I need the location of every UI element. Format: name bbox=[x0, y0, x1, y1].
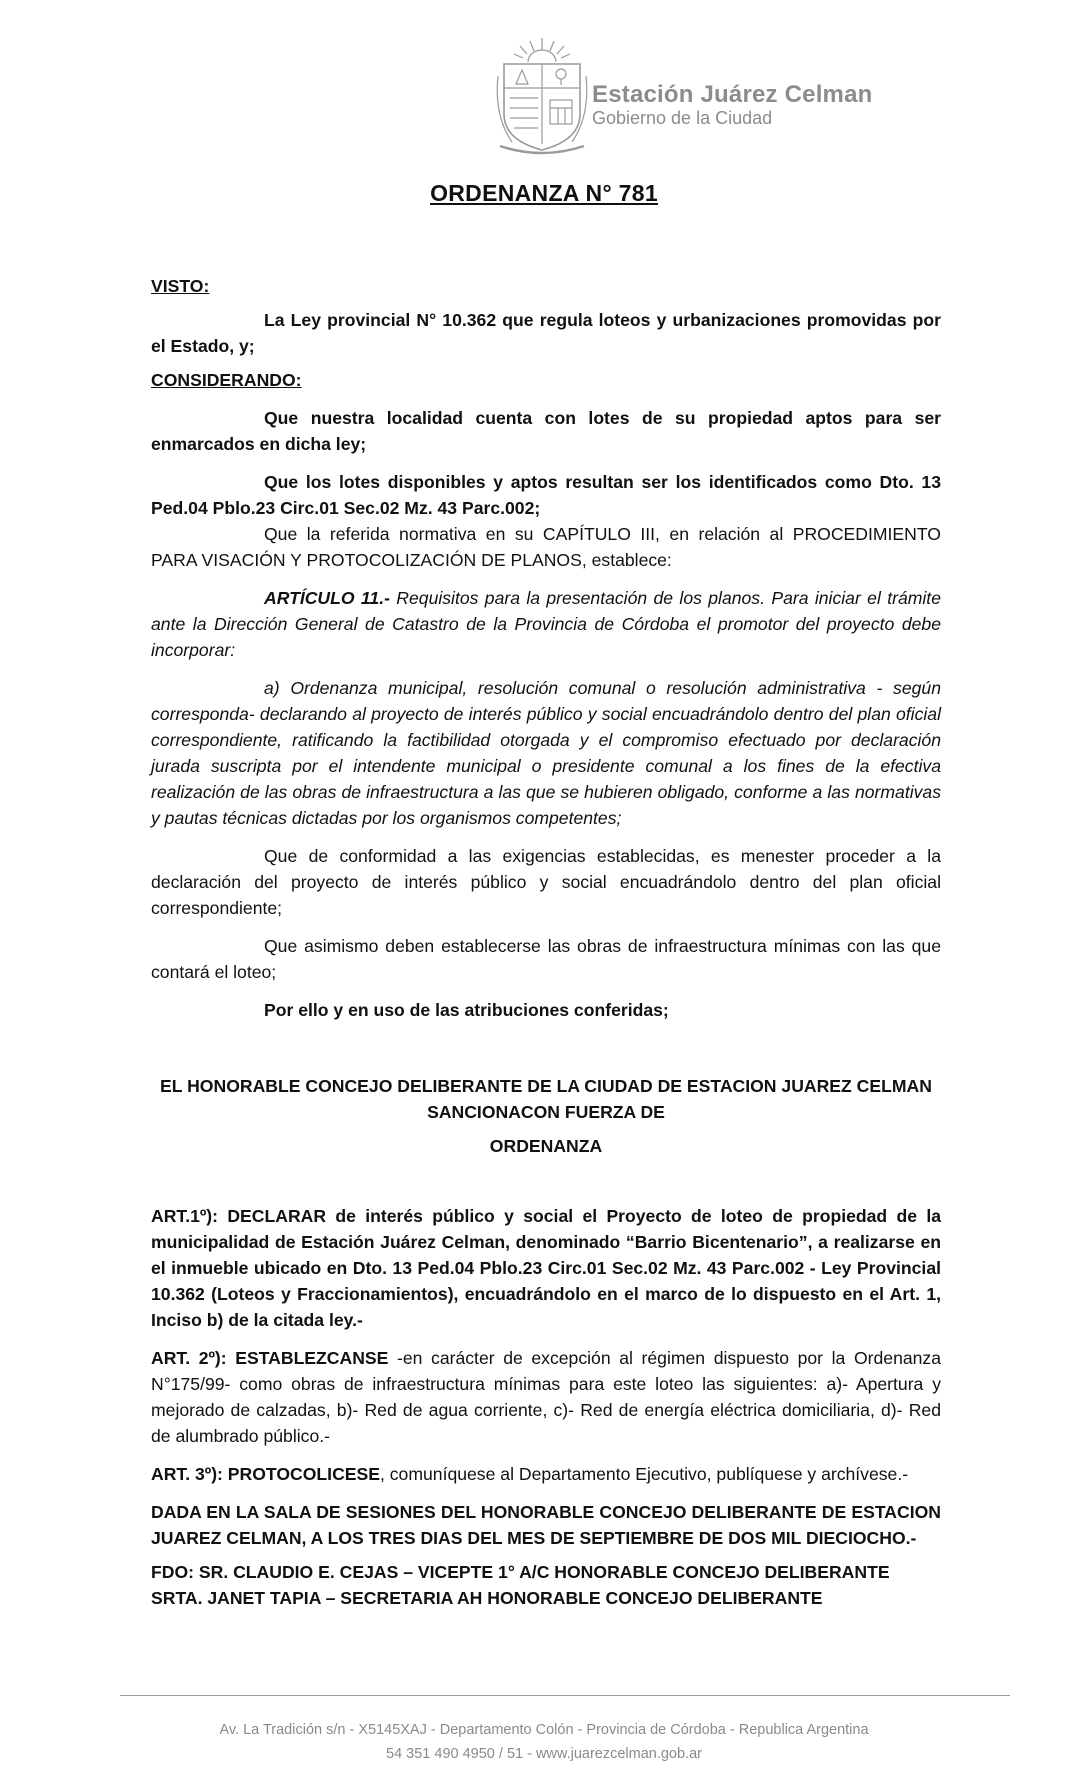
sanction-line-1: EL HONORABLE CONCEJO DELIBERANTE DE LA CIUDAD DE ESTACION JUAREZ CELMAN bbox=[160, 1076, 932, 1096]
organization-name: Estación Juárez Celman bbox=[592, 81, 873, 108]
considerando-paragraph-3: Que la referida normativa en su CAPÍTULO III, en relación al PROCEDIMIENTO PARA VISACIÓN Y PROTOCOLIZACIÓN DE PLANOS, establece: bbox=[151, 524, 941, 570]
quoted-article-11-item-a: a) Ordenanza municipal, resolución comunal o resolución administrativa - según corresponda- declarando al proyecto de interés público y social encuadrándolo dentro del plan oficial correspondiente, ratificando la factibilidad otorgada y el compromiso efectuado por declaración jurada suscripta por el intendente municipal o presidente comunal a los fines de la efectiva realización de las obras de infraestructura a las que se hubieren obligado, conforme a las normativas y pautas técnicas dictadas por los organismos competentes; bbox=[151, 678, 941, 828]
article-2-text: -en carácter de excepción al régimen dispuesto por la Ordenanza N°175/99- como obras de infraestructura mínimas para este loteo las siguientes: a)- Apertura y mejorado de calzadas, b)- Red de agua corriente, c)- Red de energía eléctrica domiciliaria, d)- Red de alumbrado público.- bbox=[151, 1348, 942, 1446]
sanction-block bbox=[151, 1073, 941, 1159]
considerando-paragraph-4: Que de conformidad a las exigencias establecidas, es menester proceder a la declaración del proyecto de interés público y social encuadrándolo dentro del plan oficial correspondiente; bbox=[151, 846, 941, 918]
article-2 bbox=[151, 1345, 941, 1449]
considerando-paragraph-5: Que asimismo deben establecerse las obras de infraestructura mínimas con las que contará el loteo; bbox=[151, 936, 941, 982]
footer bbox=[0, 1718, 1088, 1766]
article-3-text: , comuníquese al Departamento Ejecutivo, publíquese y archívese.- bbox=[379, 1464, 909, 1484]
article-1-text: el Proyecto de loteo de propiedad de la municipalidad de Estación Juárez Celman, denominado “Barrio Bicentenario”, a realizarse en el inmueble ubicado en Dto. 13 Ped.04 Pblo.23 Circ.01 Sec.02 Mz. 43 Parc.002 - Ley Provincial 10.362 (Loteos y Fraccionamientos), encuadrándolo en el marco de lo dispuesto en el Art. 1, Inciso b) de la citada ley.- bbox=[151, 1206, 941, 1330]
sanction-line-3: ORDENANZA bbox=[489, 1136, 603, 1156]
article-1 bbox=[151, 1203, 941, 1333]
article-11-text: Requisitos para la presentación de los planos. Para iniciar el trámite ante la Dirección General de Catastro de la Provincia de Córdoba el promotor del proyecto debe incorporar: bbox=[151, 588, 941, 660]
signature-line-2: SRTA. JANET TAPIA – SECRETARIA AH HONORABLE CONCEJO DELIBERANTE bbox=[151, 1588, 823, 1608]
considerando-paragraph-2: Que los lotes disponibles y aptos resultan ser los identificados como Dto. 13 Ped.04 Pblo.23 Circ.01 Sec.02 Mz. 43 Parc.002; bbox=[151, 472, 941, 518]
article-2-label: ART. 2º): ESTABLEZCANSE bbox=[151, 1348, 389, 1368]
letterhead bbox=[492, 36, 872, 166]
signature-line-1: FDO: SR. CLAUDIO E. CEJAS – VICEPTE 1° A/C HONORABLE CONCEJO DELIBERANTE bbox=[151, 1562, 890, 1582]
quoted-article-11 bbox=[151, 585, 941, 663]
considerando-paragraph-6: Por ello y en uso de las atribuciones conferidas; bbox=[264, 1000, 669, 1020]
footer-contact: 54 351 490 4950 / 51 - www.juarezcelman.gob.ar bbox=[386, 1746, 702, 1762]
organization-name-block bbox=[592, 82, 873, 128]
visto-heading: VISTO: bbox=[151, 276, 210, 296]
municipal-coat-of-arms-icon bbox=[492, 36, 592, 160]
closing-dada: DADA EN LA SALA DE SESIONES DEL HONORABLE CONCEJO DELIBERANTE DE ESTACION JUAREZ CELMAN, A LOS TRES DIAS DEL MES DE SEPTIEMBRE DE DOS MIL DIECIOCHO.- bbox=[151, 1502, 941, 1548]
considerando-heading: CONSIDERANDO: bbox=[151, 370, 302, 390]
footer-address: Av. La Tradición s/n - X5145XAJ - Departamento Colón - Provincia de Córdoba - Republica Argentina bbox=[219, 1722, 869, 1738]
article-3-label: ART. 3º): PROTOCOLICESE bbox=[151, 1464, 380, 1484]
footer-divider bbox=[120, 1695, 1010, 1696]
article-3 bbox=[151, 1461, 941, 1487]
visto-text: La Ley provincial N° 10.362 que regula loteos y urbanizaciones promovidas por el Estado, y; bbox=[151, 310, 941, 356]
article-11-label: ARTÍCULO 11.- bbox=[264, 588, 390, 608]
article-1-label: ART.1º): DECLARAR de interés público y social bbox=[151, 1206, 574, 1226]
document-body bbox=[151, 273, 941, 1611]
sanction-line-2: SANCIONACON FUERZA DE bbox=[427, 1102, 665, 1122]
document-title: ORDENANZA N° 781 bbox=[430, 180, 658, 206]
considerando-paragraph-1: Que nuestra localidad cuenta con lotes de su propiedad aptos para ser enmarcados en dicha ley; bbox=[151, 408, 941, 454]
organization-subtitle: Gobierno de la Ciudad bbox=[592, 108, 773, 128]
